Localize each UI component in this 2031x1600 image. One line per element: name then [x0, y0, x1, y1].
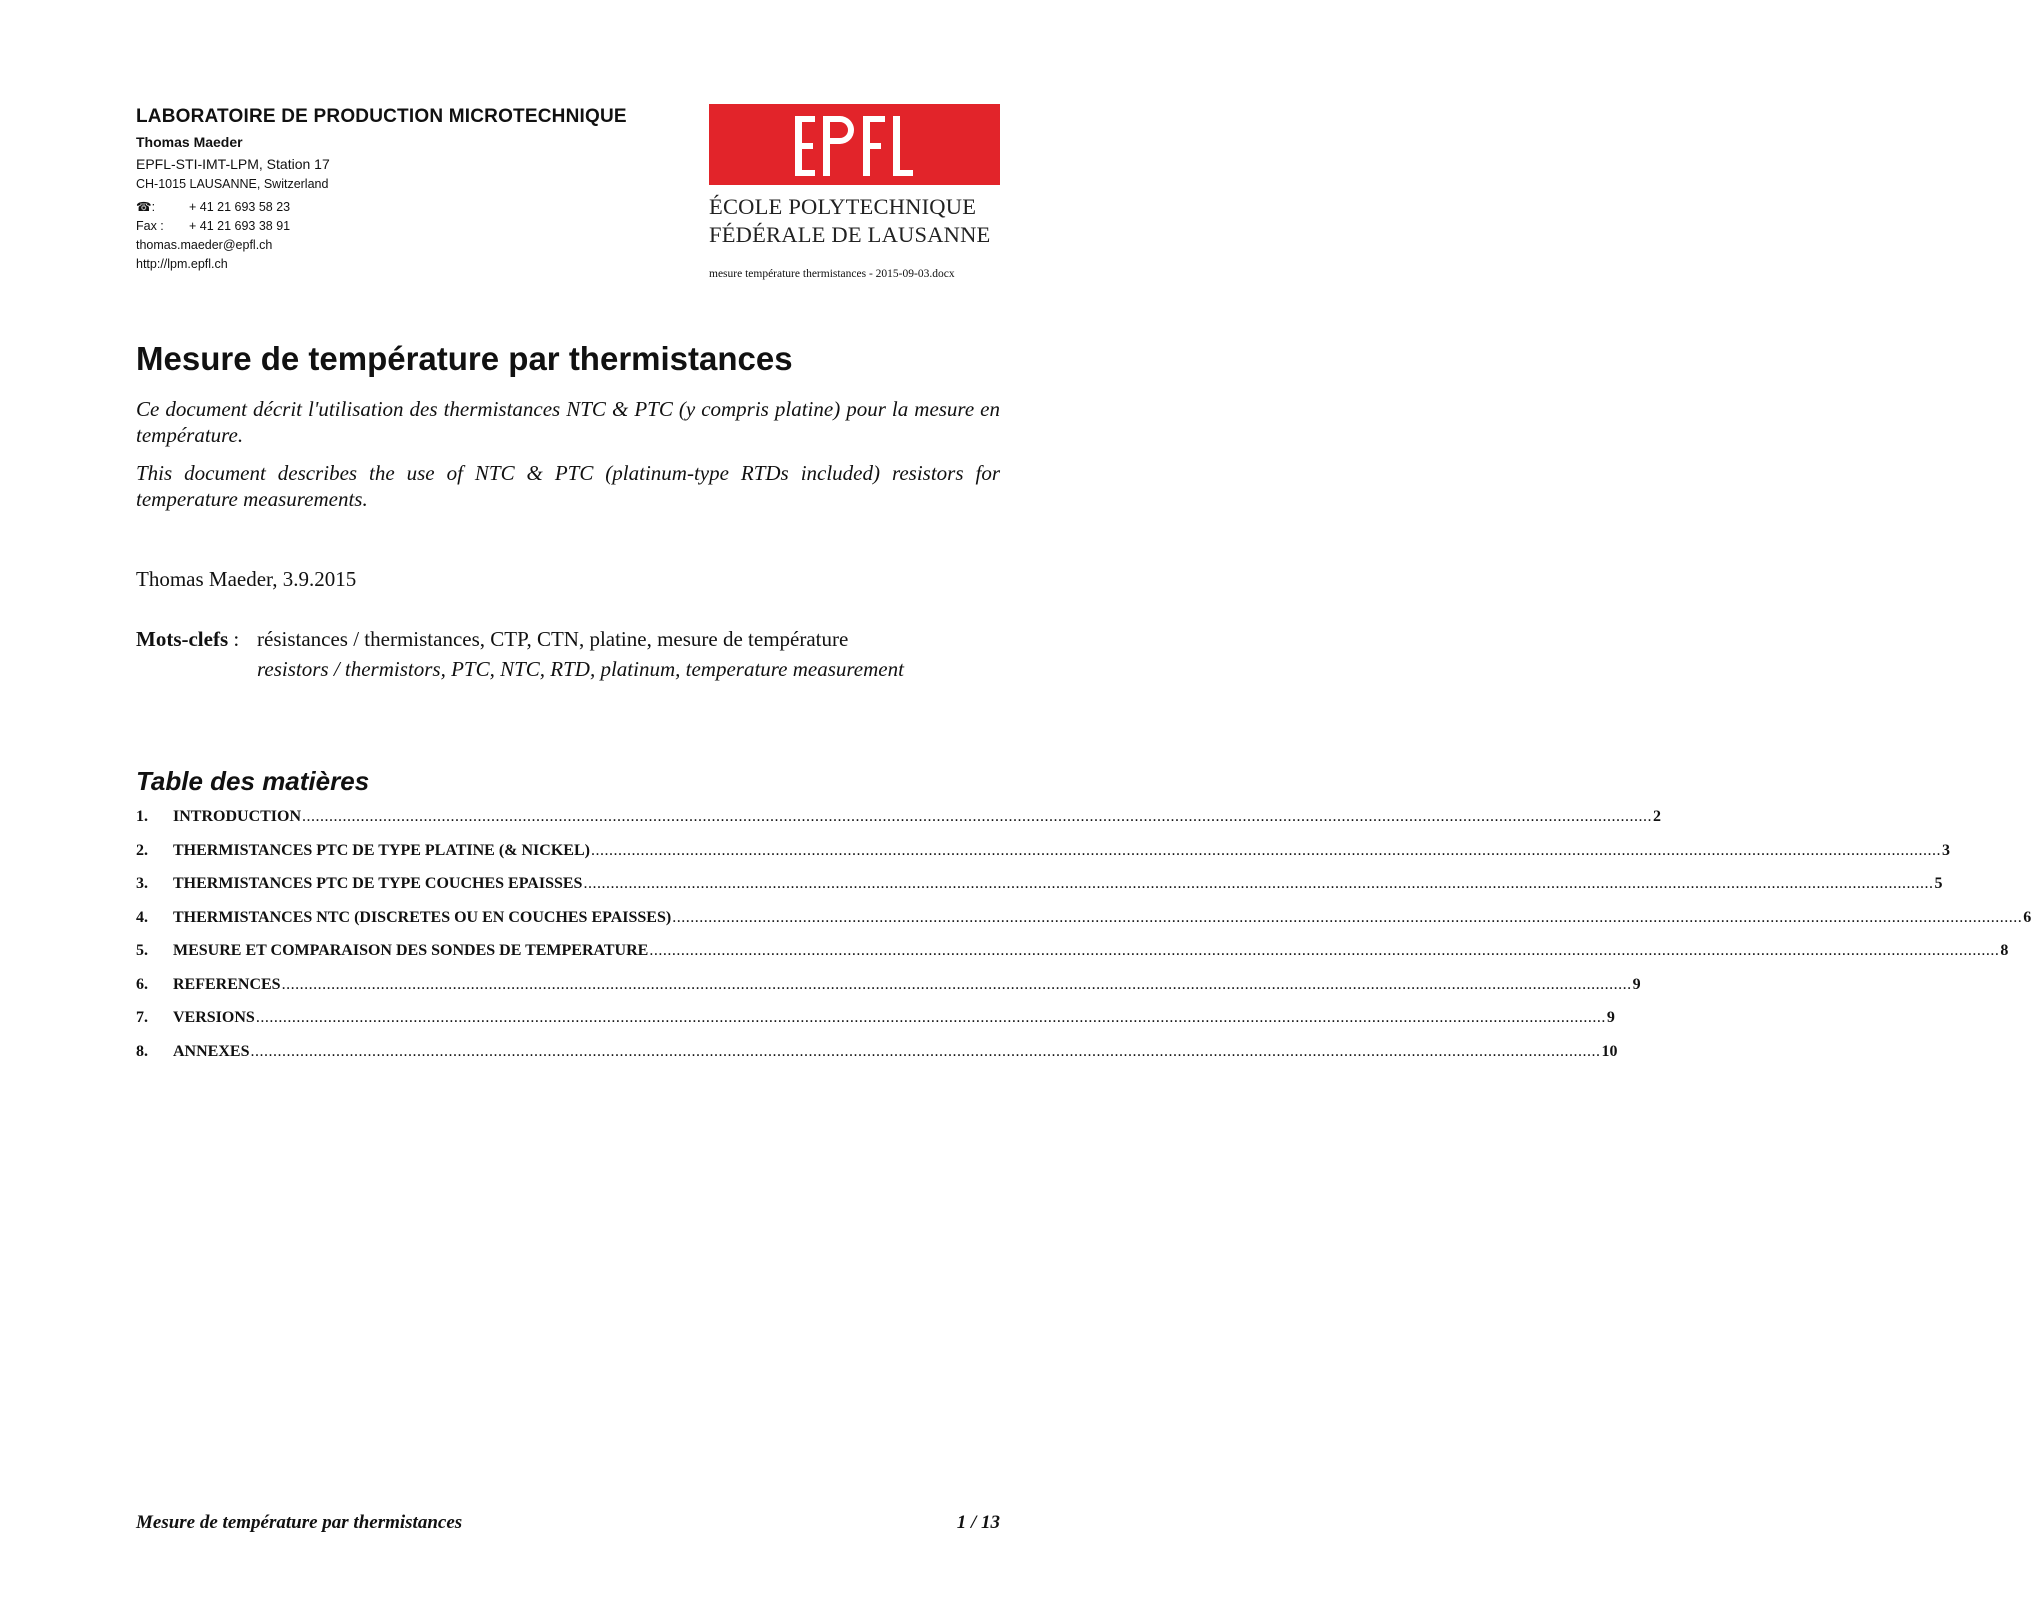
author-date-byline: Thomas Maeder, 3.9.2015 [136, 567, 357, 591]
toc-leader-dots: ............................................................................................................................................................................................................................................................................................................ [302, 808, 1653, 825]
toc-entry[interactable] [136, 1009, 1615, 1043]
toc-entry[interactable] [136, 1042, 1618, 1077]
keywords-label [136, 627, 239, 652]
keywords-english: resistors / thermistors, PTC, NTC, RTD, platinum, temperature measurement [257, 657, 904, 681]
abstract-english: This document describes the use of NTC & PTC (platinum-type RTDs included) resistors for temperature measurements. [136, 461, 1000, 511]
toc-entry-page: 10 [1601, 1042, 1618, 1060]
address-line-2: CH-1015 LAUSANNE, Switzerland [136, 177, 329, 191]
epfl-logo [709, 104, 1000, 185]
author-name: Thomas Maeder [136, 134, 243, 150]
email-link[interactable]: thomas.maeder@epfl.ch [136, 238, 273, 252]
keywords-french: résistances / thermistances, CTP, CTN, platine, mesure de température [257, 627, 849, 651]
toc-entry-number: 6. [136, 975, 148, 993]
toc-entry[interactable] [136, 841, 1950, 876]
toc-entry[interactable] [136, 808, 1662, 842]
toc-entry-page: 5 [1934, 875, 1943, 892]
phone-row [136, 199, 290, 214]
toc-entry-number: 7. [136, 1009, 148, 1026]
toc-entry[interactable] [136, 942, 2009, 976]
toc-entry[interactable] [136, 975, 1641, 1010]
document-title: Mesure de température par thermistances [136, 340, 793, 377]
toc-entry-number: 4. [136, 908, 148, 926]
lab-name: LABORATOIRE DE PRODUCTION MICROTECHNIQUE [136, 106, 627, 127]
table-of-contents [136, 808, 2031, 1076]
toc-entry-number: 5. [136, 942, 148, 959]
toc-leader-dots: ............................................................................................................................................................................................................................................................................................................ [590, 841, 1941, 859]
phone-number: + 41 21 693 58 23 [189, 200, 291, 214]
toc-leader-dots: ............................................................................................................................................................................................................................................................................................................ [255, 1009, 1606, 1026]
toc-entry-page: 2 [1653, 808, 1662, 825]
keywords-separator: : [228, 627, 240, 651]
footer-title: Mesure de température par thermistances [136, 1512, 463, 1533]
toc-entry-page: 9 [1632, 975, 1641, 993]
document-file-name: mesure température thermistances - 2015-09-03.docx [709, 268, 955, 280]
toc-leader-dots: ............................................................................................................................................................................................................................................................................................................ [649, 942, 2000, 959]
toc-leader-dots: ............................................................................................................................................................................................................................................................................................................ [583, 875, 1934, 892]
toc-entry-page: 8 [2000, 942, 2009, 959]
toc-entry-title: THERMISTANCES NTC (DISCRETES OU EN COUCHES EPAISSES) [173, 908, 672, 926]
toc-entry-title: ANNEXES [173, 1042, 250, 1060]
footer-page-number: 1 / 13 [956, 1512, 1000, 1533]
toc-entry-title: MESURE ET COMPARAISON DES SONDES DE TEMPERATURE [173, 942, 649, 959]
address-line-1: EPFL-STI-IMT-LPM, Station 17 [136, 156, 330, 172]
toc-leader-dots: ............................................................................................................................................................................................................................................................................................................ [250, 1042, 1601, 1060]
logo-school-line-1: ÉCOLE POLYTECHNIQUE [709, 194, 977, 219]
keywords-label-text: Mots-clefs [136, 627, 229, 651]
toc-entry-title: THERMISTANCES PTC DE TYPE PLATINE (& NICKEL) [173, 841, 590, 859]
toc-entry[interactable] [136, 908, 2031, 943]
toc-leader-dots: ............................................................................................................................................................................................................................................................................................................ [672, 908, 2023, 926]
toc-entry-page: 6 [2023, 908, 2031, 926]
logo-school-line-2: FÉDÉRALE DE LAUSANNE [709, 222, 991, 247]
toc-entry-title: REFERENCES [173, 975, 281, 993]
fax-row [136, 219, 290, 233]
toc-entry-number: 3. [136, 875, 148, 892]
toc-entry-page: 9 [1606, 1009, 1615, 1026]
epfl-logo-mark [709, 104, 1000, 185]
phone-icon: ☎: [136, 200, 156, 214]
toc-entry-number: 2. [136, 841, 148, 859]
toc-entry[interactable] [136, 875, 1943, 909]
toc-entry-title: INTRODUCTION [173, 808, 302, 825]
toc-entry-number: 1. [136, 808, 148, 825]
toc-heading: Table des matières [136, 766, 370, 796]
abstract-french: Ce document décrit l'utilisation des thermistances NTC & PTC (y compris platine) pour la mesure en température. [136, 397, 1000, 447]
fax-label: Fax : [136, 219, 164, 233]
toc-entry-title: THERMISTANCES PTC DE TYPE COUCHES EPAISSES [173, 875, 583, 892]
toc-entry-number: 8. [136, 1042, 148, 1060]
toc-leader-dots: ............................................................................................................................................................................................................................................................................................................ [281, 975, 1632, 993]
fax-number: + 41 21 693 38 91 [189, 219, 291, 233]
toc-entry-title: VERSIONS [173, 1009, 255, 1026]
website-link[interactable]: http://lpm.epfl.ch [136, 257, 228, 271]
toc-entry-page: 3 [1941, 841, 1950, 859]
